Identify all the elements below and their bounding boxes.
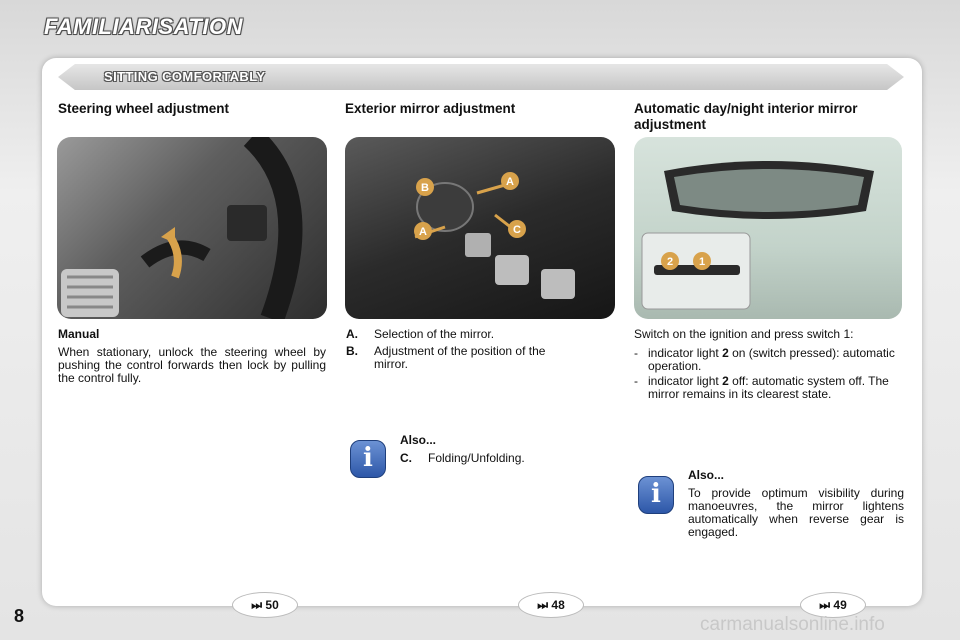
page-ref-49-label: 49 bbox=[833, 598, 847, 612]
interior-label-2: 2 bbox=[666, 256, 674, 268]
mirror-label-a-left: A bbox=[419, 226, 427, 238]
interior-mirror-photo bbox=[634, 137, 902, 319]
interior-item-1-dash: - bbox=[634, 346, 638, 360]
page-ref-48[interactable] bbox=[518, 592, 584, 618]
mirror-also-title: Also... bbox=[400, 433, 437, 447]
skip-forward-icon: ⏭ bbox=[537, 598, 549, 612]
mirror-item-a-key: A. bbox=[346, 327, 358, 341]
skip-forward-icon: ⏭ bbox=[251, 598, 263, 612]
interior-item-2-pre: indicator light bbox=[648, 374, 719, 388]
page-ref-50-label: 50 bbox=[265, 598, 279, 612]
mirror-control-photo bbox=[345, 137, 615, 319]
mirror-label-b: B bbox=[421, 182, 429, 194]
steering-body: When stationary, unlock the steering wheel by pushing the control forwards then lock by pulling the control fully. bbox=[58, 345, 326, 385]
interior-also-title: Also... bbox=[688, 468, 725, 482]
page-header-title: FAMILIARISATION bbox=[44, 14, 243, 39]
mirror-also-text: Folding/Unfolding. bbox=[428, 451, 525, 465]
watermark: carmanualsonline.info bbox=[700, 614, 885, 635]
interior-label-1: 1 bbox=[698, 256, 706, 268]
page-ref-50[interactable] bbox=[232, 592, 298, 618]
steering-wheel-photo bbox=[57, 137, 327, 319]
info-icon bbox=[638, 476, 674, 514]
interior-item-1-num: 2 bbox=[722, 346, 729, 360]
mirror-label-a-top: A bbox=[506, 176, 514, 188]
skip-forward-icon: ⏭ bbox=[819, 598, 831, 612]
mirror-item-b-key: B. bbox=[346, 344, 358, 358]
mirror-item-a-text: Selection of the mirror. bbox=[374, 327, 495, 341]
interior-intro: Switch on the ignition and press switch 1: bbox=[634, 327, 854, 341]
page-number: 8 bbox=[14, 606, 25, 626]
mirror-heading: Exterior mirror adjustment bbox=[345, 101, 516, 116]
mirror-also-key: C. bbox=[400, 451, 412, 465]
interior-item-1-pre: indicator light bbox=[648, 346, 719, 360]
mirror-label-c: C bbox=[513, 224, 521, 236]
interior-item-2-dash: - bbox=[634, 374, 638, 388]
steering-heading: Steering wheel adjustment bbox=[58, 101, 230, 116]
interior-item-1-post: on (switch pressed): automatic operation. bbox=[648, 346, 895, 373]
interior-item-1 bbox=[634, 347, 904, 373]
interior-also-text: To provide optimum visibility during manoeuvres, the mirror lightens automatically when reverse gear is engaged. bbox=[688, 486, 904, 539]
section-title: SITTING COMFORTABLY bbox=[104, 69, 266, 84]
page-ref-48-label: 48 bbox=[551, 598, 565, 612]
interior-item-2-num: 2 bbox=[722, 374, 729, 388]
interior-item-2 bbox=[634, 375, 904, 401]
interior-heading: Automatic day/night interior mirror adjustment bbox=[634, 101, 858, 132]
interior-item-2-post: off: automatic system off. The mirror remains in its clearest state. bbox=[648, 374, 889, 401]
info-icon bbox=[350, 440, 386, 478]
steering-subheading: Manual bbox=[58, 327, 100, 341]
mirror-item-b-text: Adjustment of the position of the mirror. bbox=[374, 344, 546, 371]
